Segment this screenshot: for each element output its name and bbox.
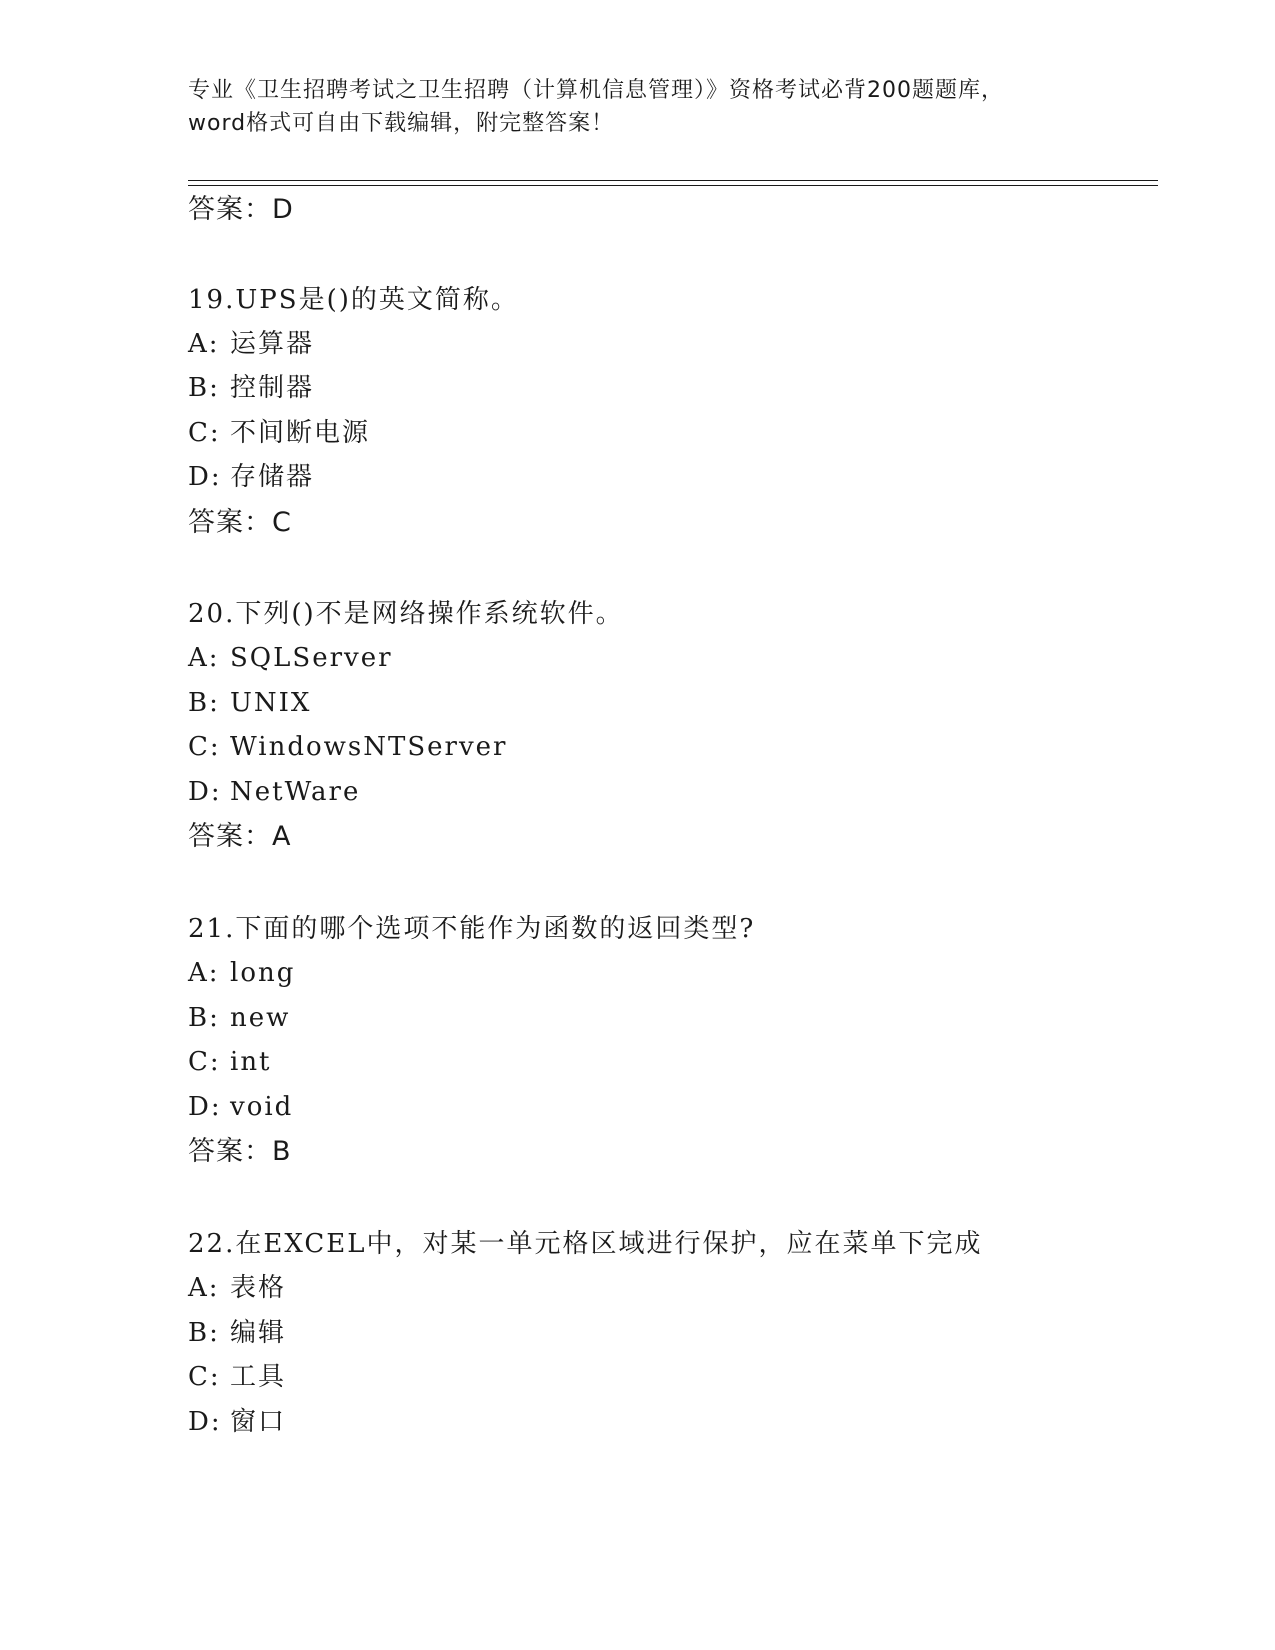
- option-letter: B:: [188, 688, 220, 718]
- option-text: 编辑: [230, 1318, 287, 1348]
- option-letter: B:: [188, 1318, 220, 1348]
- option-text: UNIX: [230, 688, 312, 718]
- option-letter: D:: [188, 1407, 222, 1437]
- question-20-option-d: [188, 775, 360, 809]
- header-line-2: word格式可自由下载编辑，附完整答案！: [188, 111, 615, 136]
- option-letter: C:: [188, 418, 221, 448]
- question-20: 20.下列()不是网络操作系统软件。: [188, 599, 624, 629]
- question-22-option-d: [188, 1405, 286, 1439]
- question-21-option-c: [188, 1045, 272, 1079]
- option-text: new: [230, 1003, 291, 1033]
- document-header: [188, 74, 1088, 140]
- option-text: 运算器: [230, 329, 315, 359]
- option-text: NetWare: [230, 777, 361, 807]
- answer-previous: 答案：D: [188, 194, 294, 225]
- option-letter: D:: [188, 777, 222, 807]
- option-text: void: [230, 1092, 294, 1122]
- option-text: 工具: [230, 1362, 287, 1392]
- question-22-option-c: [188, 1360, 286, 1394]
- question-20-answer: 答案：A: [188, 821, 292, 852]
- option-text: 不间断电源: [230, 418, 371, 448]
- question-20-option-b: [188, 686, 311, 720]
- option-text: 存储器: [230, 462, 315, 492]
- option-text: 表格: [230, 1273, 287, 1303]
- option-letter: B:: [188, 373, 220, 403]
- question-21-option-b: [188, 1001, 290, 1035]
- option-letter: C:: [188, 732, 221, 762]
- question-20-option-c: [188, 730, 507, 764]
- option-letter: B:: [188, 1003, 220, 1033]
- header-line-1: 专业《卫生招聘考试之卫生招聘（计算机信息管理）》资格考试必背200题题库，: [188, 78, 1004, 103]
- option-letter: D:: [188, 462, 222, 492]
- question-21-answer: 答案：B: [188, 1136, 292, 1167]
- option-letter: C:: [188, 1047, 221, 1077]
- question-21: 21.下面的哪个选项不能作为函数的返回类型?: [188, 914, 756, 944]
- option-letter: A:: [188, 1273, 220, 1303]
- question-19-option-c: [188, 416, 370, 450]
- option-text: 窗口: [230, 1407, 287, 1437]
- question-19-option-a: [188, 327, 314, 361]
- header-divider-bottom: [188, 185, 1158, 186]
- question-21-option-a: [188, 956, 295, 990]
- question-19-option-b: [188, 371, 314, 405]
- option-text: long: [230, 958, 296, 988]
- option-letter: C:: [188, 1362, 221, 1392]
- option-text: WindowsNTServer: [230, 732, 508, 762]
- question-22-option-b: [188, 1316, 286, 1350]
- option-letter: A:: [188, 329, 220, 359]
- option-text: int: [230, 1047, 272, 1077]
- question-20-option-a: [188, 641, 393, 675]
- option-letter: A:: [188, 958, 220, 988]
- option-text: 控制器: [230, 373, 315, 403]
- header-divider-top: [188, 180, 1158, 181]
- option-text: SQLServer: [230, 643, 393, 673]
- question-21-option-d: [188, 1090, 293, 1124]
- option-letter: D:: [188, 1092, 222, 1122]
- question-22: 22.在EXCEL中，对某一单元格区域进行保护，应在菜单下完成: [188, 1229, 983, 1259]
- question-19: 19.UPS是()的英文简称。: [188, 285, 519, 315]
- question-19-answer: 答案：C: [188, 507, 292, 538]
- question-22-option-a: [188, 1271, 286, 1305]
- option-letter: A:: [188, 643, 220, 673]
- question-19-option-d: [188, 460, 314, 494]
